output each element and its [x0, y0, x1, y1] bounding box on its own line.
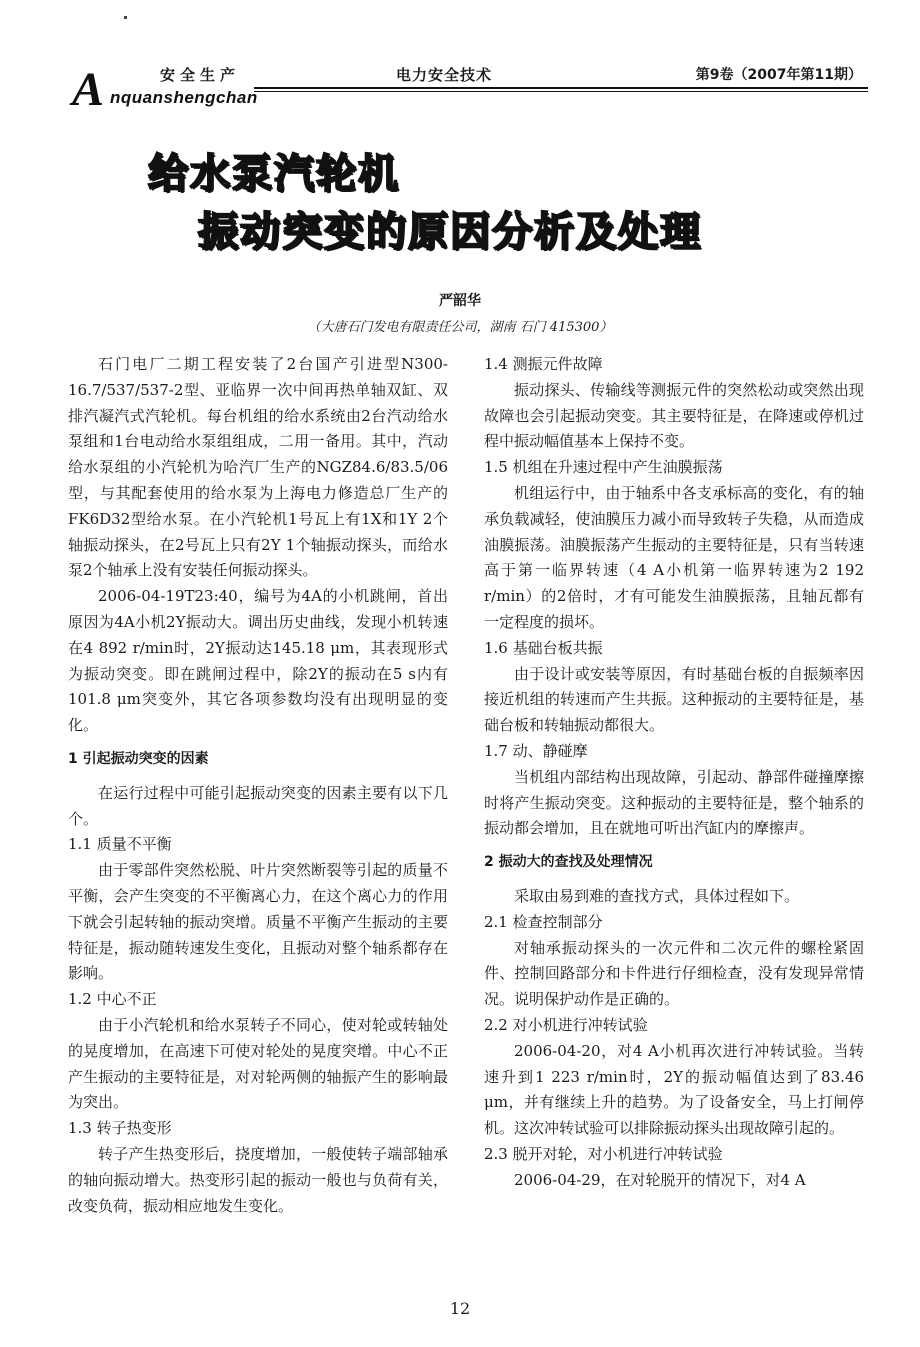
section-heading: 2 振动大的查找及处理情况: [484, 854, 653, 871]
issue-info: 第9卷（2007年第11期）: [695, 67, 862, 83]
subsection-heading: 1.7 动、静碰摩: [484, 741, 588, 760]
paragraph: 采取由易到难的查找方式，具体过程如下。: [514, 886, 800, 905]
section-heading: 1 引起振动突变的因素: [68, 750, 209, 767]
paragraph: 由于设计或安装等原因，有时基础台板的自振频率因接近机组的转速而产生共振。这种振动的主要特征是，基础台板和转轴振动都很大。: [484, 664, 864, 735]
paragraph: 对轴承振动探头的一次元件和二次元件的螺栓紧固件、控制回路部分和卡件进行仔细检查，没有发现异常情况。说明保护动作是正确的。: [484, 938, 864, 1009]
header-rule-thin: [254, 91, 868, 92]
logo-letter: A: [72, 63, 105, 116]
subsection-heading: 1.1 质量不平衡: [68, 835, 172, 854]
subsection-heading: 2.1 检查控制部分: [484, 912, 603, 931]
right-column: [484, 352, 864, 1194]
paragraph: 2006-04-19T23:40，编号为4A的小机跳闸，首出原因为4A小机2Y振动大。调出历史曲线，发现小机转速在4 892 r/min时，2Y振动达145.18 μm，其表现形式为振动突变。即在跳闸过程中，除2Y的振动在5 s内有101.8 μm突变外，其它各项参数均没有出现明显的变化。: [68, 587, 448, 735]
journal-header: [68, 62, 868, 116]
paragraph: 由于小汽轮机和给水泵转子不同心，使对轮或转轴处的晃度增加，在高速下可使对轮处的晃度突增。中心不正产生振动的主要特征是，对对轮两侧的轴振产生的影响最为突出。: [68, 1015, 448, 1112]
logo-text: nquanshengchan: [110, 88, 258, 107]
article-title-line2: 振动突变的原因分析及处理: [198, 209, 702, 255]
paragraph: 转子产生热变形后，挠度增加，一般使转子端部轴承的轴向振动增大。热变形引起的振动一般也与负荷有关，改变负荷，振动相应地发生变化。: [68, 1144, 448, 1215]
section-name: 安全生产: [160, 66, 241, 84]
paragraph: 当机组内部结构出现故障，引起动、静部件碰撞摩擦时将产生振动突变。这种振动的主要特征是，整个轴系的振动都会增加，且在就地可听出汽缸内的摩擦声。: [484, 767, 864, 838]
subsection-heading: 2.2 对小机进行冲转试验: [484, 1015, 648, 1034]
subsection-heading: 1.6 基础台板共振: [484, 638, 603, 657]
paragraph: 2006-04-20，对4 A小机再次进行冲转试验。当转速升到1 223 r/min时，2Y的振动幅值达到了83.46 μm，并有继续上升的趋势。为了设备安全，马上打闸停机。这次冲转试验可以排除振动探头出现故障引起的。: [484, 1041, 864, 1138]
paragraph: 2006-04-29，在对轮脱开的情况下，对4 A: [514, 1170, 806, 1189]
header-rule: [254, 87, 868, 89]
subsection-heading: 1.5 机组在升速过程中产生油膜振荡: [484, 458, 723, 477]
author-affiliation: （大唐石门发电有限责任公司，湖南 石门 415300）: [307, 320, 613, 335]
paragraph: 由于零部件突然松脱、叶片突然断裂等引起的质量不平衡，会产生突变的不平衡离心力，在这个离心力的作用下就会引起转轴的振动突增。质量不平衡产生振动的主要特征是，振动随转速发生变化，且振动对整个轴系都存在影响。: [68, 861, 448, 983]
journal-name: 电力安全技术: [396, 66, 493, 84]
subsection-heading: 2.3 脱开对轮，对小机进行冲转试验: [484, 1144, 723, 1163]
scan-speck: [124, 16, 127, 19]
paragraph: 在运行过程中可能引起振动突变的因素主要有以下几个。: [68, 783, 448, 828]
author-name: 严韶华: [439, 293, 481, 309]
article-title-line1: 给水泵汽轮机: [148, 151, 400, 197]
page-number: 12: [449, 1299, 471, 1318]
subsection-heading: 1.4 测振元件故障: [484, 355, 603, 373]
left-column: [68, 352, 448, 1219]
subsection-heading: 1.2 中心不正: [68, 990, 157, 1009]
paragraph: 石门电厂二期工程安装了2台国产引进型N300-16.7/537/537-2型、亚临界一次中间再热单轴双缸、双排汽凝汽式汽轮机。每台机组的给水系统由2台汽动给水泵组和1台电动给水泵组组成，二用一备用。其中，汽动给水泵组的小汽轮机为哈汽厂生产的NGZ84.6/83.5/06型，与其配套使用的给水泵为上海电力修造总厂生产的FK6D32型给水泵。在小汽轮机1号瓦上有1X和1Y 2个轴振动探头，在2号瓦上只有2Y 1个轴振动探头，而给水泵2个轴承上没有安装任何振动探头。: [68, 355, 448, 580]
subsection-heading: 1.3 转子热变形: [68, 1119, 172, 1138]
paragraph: 振动探头、传输线等测振元件的突然松动或突然出现故障也会引起振动突变。其主要特征是，在降速或停机过程中振动幅值基本上保持不变。: [484, 380, 864, 451]
paragraph: 机组运行中，由于轴系中各支承标高的变化，有的轴承负载减轻，使油膜压力减小而导致转子失稳，从而造成油膜振荡。油膜振荡产生振动的主要特征是，只有当转速高于第一临界转速（4 A小机第一临界转速为2 192 r/min）的2倍时，才有可能发生油膜振荡，且轴瓦都有一定程度的损坏。: [484, 483, 864, 631]
